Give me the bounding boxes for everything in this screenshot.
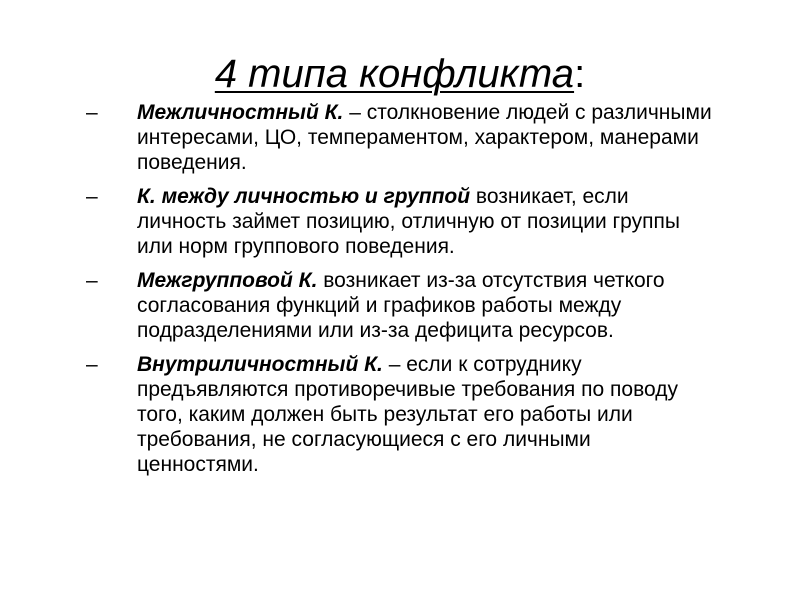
bullet-intergroup	[86, 268, 716, 343]
bullet-list	[86, 100, 716, 486]
slide-title-text: 4 типа конфликта	[214, 52, 575, 96]
bullet-term: Межгрупповой К.	[137, 269, 318, 292]
bullet-dash: –	[86, 269, 98, 292]
bullet-text: возникает из-за отсутствия четкого согласования функций и графиков работы между подразделениями или из-за дефицита ресурсов.	[137, 269, 665, 342]
slide-title-colon: :	[574, 52, 586, 96]
bullet-text: возникает, если личность займет позицию, отличную от позиции группы или норм группового поведения.	[137, 185, 680, 258]
bullet-intrapersonal	[86, 352, 716, 477]
bullet-dash: –	[86, 185, 98, 208]
bullet-term: Межличностный К.	[137, 101, 344, 124]
slide-title	[0, 50, 800, 98]
bullet-term: К. между личностью и группой	[137, 185, 471, 208]
bullet-term: Внутриличностный К.	[137, 353, 383, 376]
bullet-text: – если к сотруднику предъявляются противоречивые требования по поводу того, каким должен быть результат его работы или требования, не согласующиеся с его личными ценностями.	[137, 353, 678, 476]
bullet-dash: –	[86, 101, 98, 124]
bullet-dash: –	[86, 353, 98, 376]
bullet-text: – столкновение людей с различными интересами, ЦО, темпераментом, характером, манерами поведения.	[137, 101, 712, 174]
bullet-person-group	[86, 184, 716, 259]
bullet-interpersonal	[86, 100, 716, 175]
